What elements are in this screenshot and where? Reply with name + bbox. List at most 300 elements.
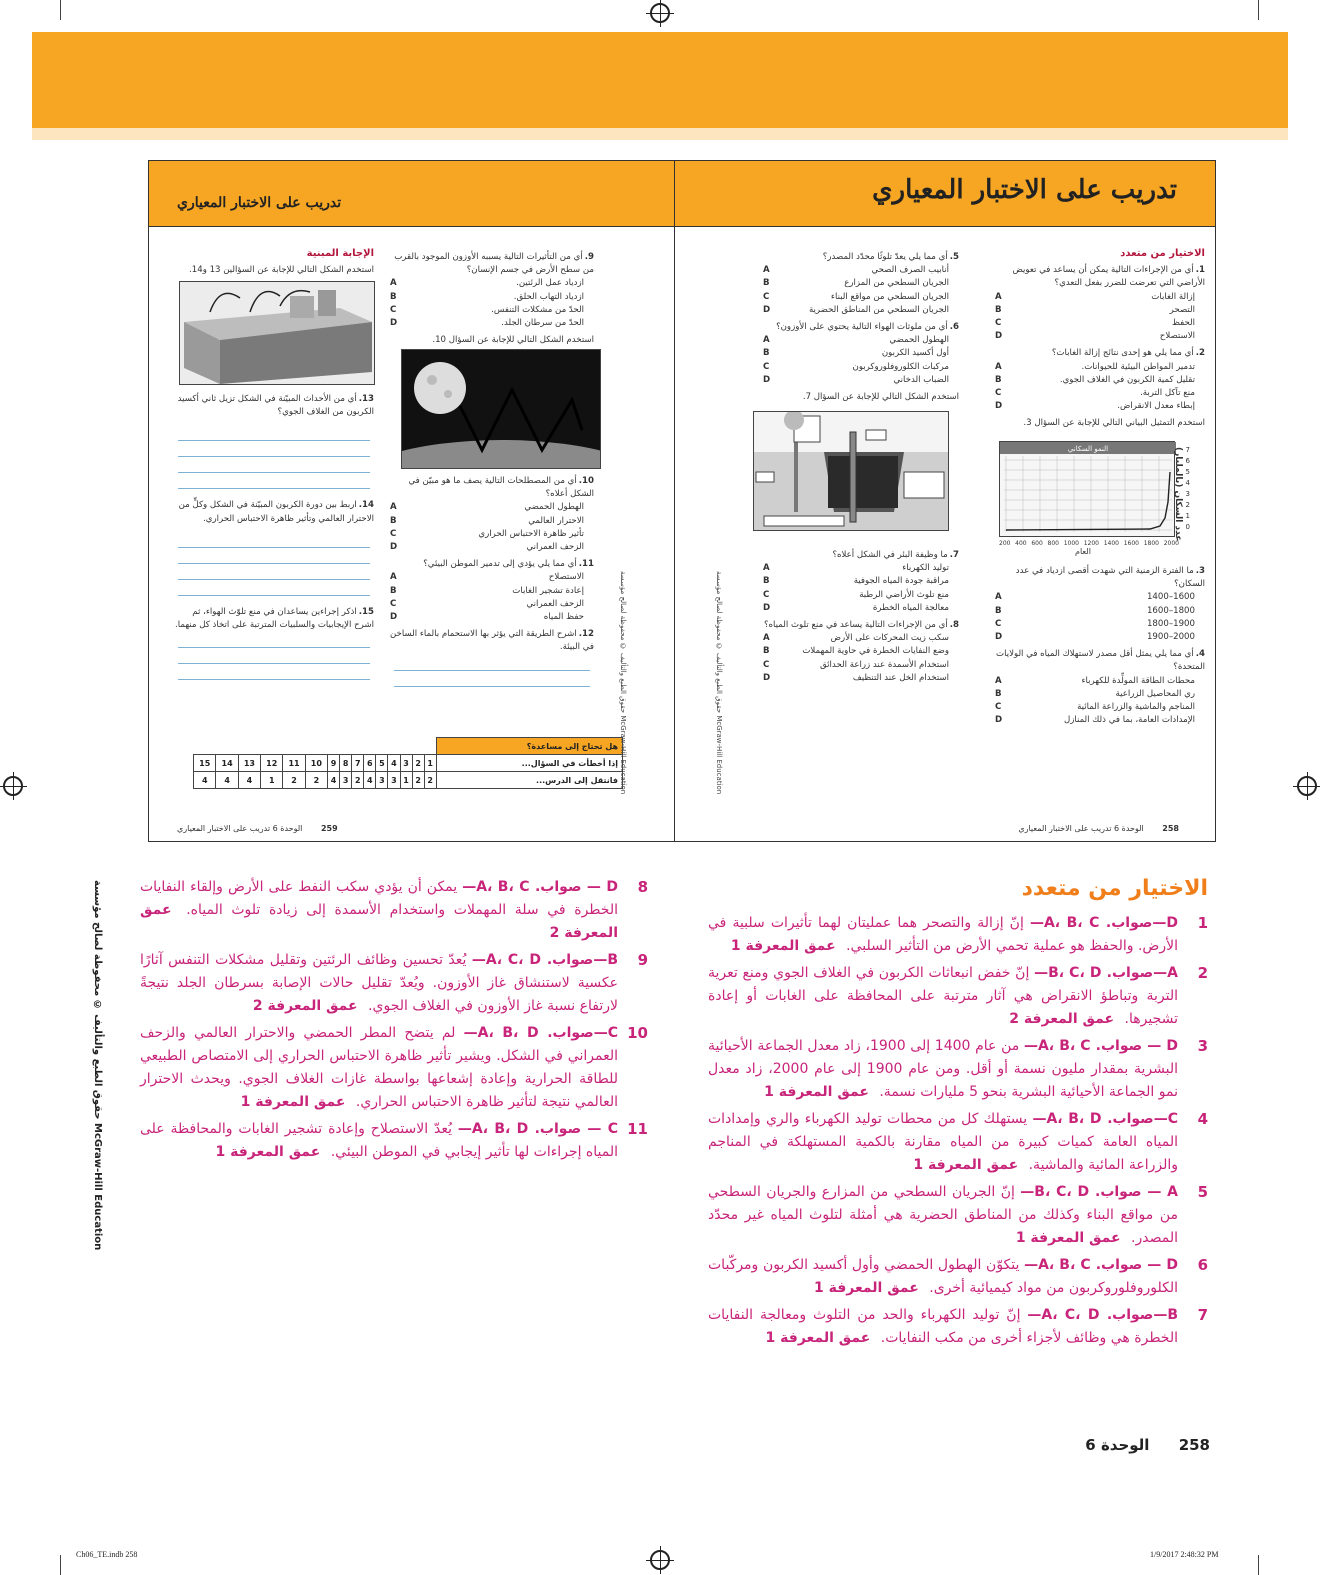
option-letter: A <box>390 502 397 513</box>
page-number: 259 <box>320 824 338 833</box>
answer-option[interactable] <box>995 374 1205 387</box>
copyright-side-note: حقوق الطبع والتأليف © محفوظة لصالح مؤسسة McGraw-Hill Education <box>715 571 723 795</box>
option-letter: C <box>390 304 397 315</box>
option-text: الزحف العمراني <box>526 598 584 609</box>
footer-unit: الوحدة 6 <box>1085 1436 1150 1454</box>
answer-item <box>140 949 648 1018</box>
registration-mark-left <box>3 776 23 796</box>
question-list <box>390 475 594 655</box>
answer-body <box>708 1304 1178 1350</box>
answer-explanation: إنّ خفض انبعاثات الكربون في الغلاف الجوي ومنع تعرية التربة وتباطؤ الانقراض هي آثار مترتبة على المحافظة على الغابات أو إعادة تشجيرها. <box>708 965 1178 1027</box>
page-header <box>675 161 1215 227</box>
answer-item <box>708 1181 1208 1250</box>
answer-item <box>708 1108 1208 1177</box>
question-stem: ما وظيفة البئر في الشكل أعلاه؟ <box>832 550 948 560</box>
answer-body <box>708 1035 1178 1104</box>
page-title: تدريب على الاختبار المعياري <box>177 195 342 211</box>
question-number: 11. <box>578 559 594 570</box>
need-help-table <box>193 737 623 789</box>
answer-option[interactable] <box>390 611 594 624</box>
option-letter: C <box>995 318 1002 329</box>
answer-option[interactable] <box>763 291 959 304</box>
question-number: 2. <box>1195 348 1205 359</box>
option-letter: C <box>995 388 1002 399</box>
option-text: الجريان السطحي من مواقع البناء <box>830 291 949 302</box>
question-stem: اشرح الطريقة التي يؤثر بها الاستحمام بالماء الساخن في البيئة. <box>389 629 594 653</box>
x-tick-label: 400 <box>1015 540 1027 547</box>
answer-body <box>140 1118 618 1164</box>
section-heading: الاختيار من متعدد <box>1120 248 1205 259</box>
question-item <box>763 619 959 685</box>
question-item <box>763 321 959 387</box>
option-text: ري المحاصيل الزراعية <box>1115 688 1195 699</box>
question-number: 5. <box>949 252 959 262</box>
question-item <box>390 558 594 624</box>
answer-option[interactable] <box>763 304 959 317</box>
question-number: 1. <box>1195 265 1205 276</box>
x-tick-label: 1600 <box>1123 540 1139 547</box>
answer-option[interactable] <box>390 571 594 584</box>
question-column-1 <box>174 247 374 277</box>
option-text: الحدّ من مشكلات التنفس. <box>491 304 584 315</box>
answer-explanation: من عام 1400 إلى 1900، زاد معدل الجماعة الأحيائية البشرية بمقدار مليون نسمة أو أقل. ومن عام 1900 إلى عام 2000، زاد معدل نمو الجماعة الأحيائية البشرية بنحو 5 مليارات نسمة. <box>708 1038 1178 1100</box>
question-list <box>763 251 959 387</box>
answer-line <box>178 425 370 441</box>
answer-number: 7 <box>1197 1306 1208 1324</box>
option-letter: B <box>995 688 1002 699</box>
answer-option[interactable] <box>763 632 959 645</box>
figure-intro: استخدم الشكل التالي للإجابة عن السؤالين 13 و14. <box>189 265 374 276</box>
option-letter: C <box>995 702 1002 713</box>
answer-option[interactable] <box>995 701 1205 714</box>
answer-option[interactable] <box>995 304 1205 317</box>
answer-number: 6 <box>1197 1256 1208 1274</box>
option-letter: B <box>390 291 397 302</box>
help-question-cell: 13 <box>238 755 260 772</box>
x-tick-label: 200 <box>999 540 1011 547</box>
answer-key: C—صواب. A، B، D— <box>1032 1111 1178 1127</box>
answer-option[interactable] <box>995 605 1205 618</box>
answer-option[interactable] <box>763 659 959 672</box>
option-letter: B <box>763 278 770 289</box>
question-column-2 <box>763 247 959 404</box>
help-row-lessons <box>194 772 623 789</box>
help-lesson-cell: 2 <box>305 772 327 789</box>
help-lesson-cell: 3 <box>388 772 400 789</box>
answer-body <box>140 876 618 945</box>
question-number: 10. <box>578 476 594 486</box>
population-curve <box>1006 472 1170 530</box>
question-number: 8. <box>949 620 959 631</box>
help-lesson-cell: 2 <box>283 772 305 789</box>
student-page-258 <box>675 161 1215 841</box>
question-text <box>763 251 959 264</box>
help-lesson-cell: 4 <box>328 772 340 789</box>
option-text: معالجة المياه الخطرة <box>872 602 949 613</box>
help-question-cell: 9 <box>328 755 340 772</box>
option-text: مراقبة جودة المياه الجوفية <box>853 576 949 587</box>
answer-line <box>178 548 370 564</box>
help-lesson-cell: 2 <box>424 772 436 789</box>
answer-line <box>178 580 370 596</box>
footer-text: الوحدة 6 تدريب على الاختبار المعياري <box>177 824 303 833</box>
option-text: ازدياد التهاب الحلق. <box>513 291 584 302</box>
answer-option[interactable] <box>763 374 959 387</box>
option-text: تأثير ظاهرة الاحتباس الحراري <box>478 528 584 539</box>
answer-option[interactable] <box>995 361 1205 374</box>
answer-number: 9 <box>637 951 648 969</box>
page-title: تدريب على الاختبار المعياري <box>872 175 1177 205</box>
answer-number: 1 <box>1197 914 1208 932</box>
question-stem: أي من ملوثات الهواء التالية يحتوي على الأوزون؟ <box>776 322 948 333</box>
question-text <box>390 251 594 277</box>
page-footer <box>1085 1436 1210 1454</box>
page-footer <box>1018 824 1179 833</box>
question-text <box>995 648 1205 674</box>
option-text: الاحترار العالمي <box>528 515 584 526</box>
crop-mark <box>60 0 61 20</box>
question-number: 6. <box>949 322 959 333</box>
answer-line <box>178 441 370 457</box>
question-list <box>995 264 1205 413</box>
option-letter: C <box>763 589 770 600</box>
question-column-2b <box>390 471 594 687</box>
option-letter: D <box>390 612 398 623</box>
help-lesson-cell: 4 <box>364 772 376 789</box>
section-heading: الإجابة المبنية <box>306 248 374 259</box>
question-14: 14.اربط بين دورة الكربون المبيّنة في الشكل وكلٍّ من الاحترار العالمي وتأثير ظاهرة الاحتباس الحراري. <box>178 500 374 524</box>
question-stem: أي مما يلي هو إحدى نتائج إزالة الغابات؟ <box>1051 348 1194 359</box>
option-text: وضع النفايات الخطرة في حاوية المهملات <box>802 646 949 657</box>
answer-option[interactable] <box>763 277 959 290</box>
answer-option[interactable] <box>763 575 959 588</box>
option-letter: C <box>390 528 397 539</box>
question-text <box>390 628 594 654</box>
answer-item <box>140 876 648 945</box>
depth-of-knowledge: عمق المعرفة 2 <box>140 902 618 941</box>
help-row-label: إذا أخطأت في السؤال... <box>436 755 622 772</box>
answer-key: D — صواب. A، B، C— <box>1023 1038 1178 1054</box>
figure-intro: استخدم الشكل التالي للإجابة عن السؤال 10. <box>432 335 594 346</box>
answer-option[interactable] <box>763 645 959 658</box>
option-letter: B <box>995 374 1002 385</box>
answer-option[interactable] <box>995 714 1205 727</box>
help-question-cell: 15 <box>194 755 216 772</box>
option-letter: A <box>995 361 1002 372</box>
landfill-diagram <box>754 412 949 531</box>
depth-of-knowledge: عمق المعرفة 1 <box>730 938 836 954</box>
help-question-cell: 3 <box>400 755 412 772</box>
option-text: أنابيب الصرف الصحي <box>871 265 949 276</box>
option-letter: D <box>390 542 398 553</box>
option-text: تدمير المواطن البيئية للحيوانات. <box>1081 361 1195 372</box>
answer-option[interactable] <box>390 277 594 290</box>
option-letter: B <box>995 304 1002 315</box>
x-tick-label: 1400 <box>1103 540 1119 547</box>
question-column-1b <box>995 561 1205 727</box>
x-tick-label: 600 <box>1031 540 1043 547</box>
answer-line <box>178 648 370 664</box>
question-column-2b <box>763 545 959 685</box>
y-tick-label: 2 <box>1185 501 1190 509</box>
graph-title: النمو السكاني <box>1067 445 1109 453</box>
answer-body <box>708 1108 1178 1177</box>
help-table-header: هل تحتاج إلى مساعدة؟ <box>436 738 622 755</box>
answer-line <box>178 632 370 648</box>
question-number: 12. <box>578 629 594 640</box>
graph-x-label: العام <box>1075 547 1091 556</box>
answer-option[interactable] <box>995 688 1205 701</box>
answer-option[interactable] <box>763 589 959 602</box>
population-graph-svg <box>1000 442 1176 538</box>
answer-line <box>178 532 370 548</box>
answer-option[interactable] <box>390 541 594 554</box>
answer-body <box>708 1181 1178 1250</box>
option-letter: A <box>763 335 770 346</box>
option-text: الجريان السطحي من المزارع <box>844 278 949 289</box>
option-text: استخدام الأسمدة عند زراعة الحدائق <box>819 659 949 670</box>
answer-option[interactable] <box>390 291 594 304</box>
answer-body <box>140 949 618 1018</box>
option-text: إعادة تشجير الغابات <box>512 585 584 596</box>
question-stem: ما الفترة الزمنية التي شهدت أقصى ازدياد في عدد السكان؟ <box>1015 566 1205 590</box>
answer-option[interactable] <box>390 515 594 528</box>
option-letter: D <box>995 632 1003 643</box>
option-text: التصحر <box>1169 304 1195 315</box>
figure-intro: استخدم الشكل التالي للإجابة عن السؤال 7. <box>802 392 959 403</box>
answer-option[interactable] <box>995 317 1205 330</box>
option-letter: D <box>763 672 771 683</box>
answer-explanation: إنّ الجريان السطحي من المزارع والجريان السطحي من مواقع البناء وكذلك من المناطق الحضرية هي أمثلة لتلوث المياه غير محدّد المصدر. <box>708 1184 1178 1246</box>
option-text: منع تلوث الأراضي الرطبة <box>859 589 949 600</box>
question-column-1 <box>995 247 1205 431</box>
help-question-cell: 10 <box>305 755 327 772</box>
option-letter: C <box>763 361 770 372</box>
page-number: 258 <box>1162 824 1179 833</box>
question-item <box>995 347 1205 413</box>
answer-item <box>708 962 1208 1031</box>
answer-option[interactable] <box>763 347 959 360</box>
answers-column-left <box>140 876 648 1168</box>
answer-option[interactable] <box>995 330 1205 343</box>
student-edition-spread <box>148 160 1216 842</box>
option-text: منع تآكل التربة. <box>1140 388 1195 399</box>
option-text: الاستصلاح <box>548 572 584 583</box>
question-item <box>995 565 1205 644</box>
student-page-259 <box>149 161 675 841</box>
answer-option[interactable] <box>995 618 1205 631</box>
option-letter: D <box>763 602 771 613</box>
help-lesson-cell: 3 <box>376 772 388 789</box>
option-letter: A <box>995 291 1002 302</box>
answer-explanation: يستهلك كل من محطات توليد الكهرباء والري وإمدادات المياه العامة كميات كبيرة من المياه مقارنة بالكمية المستهلكة في المناجم والزراعة المائية والماشية. <box>708 1111 1178 1173</box>
option-text: أول أكسيد الكربون <box>881 348 949 359</box>
option-letter: A <box>390 572 397 583</box>
option-letter: A <box>763 265 770 276</box>
question-column-2 <box>390 247 594 347</box>
answer-line <box>178 457 370 473</box>
answer-option[interactable] <box>390 501 594 514</box>
answer-option[interactable] <box>995 400 1205 413</box>
option-letter: A <box>763 633 770 644</box>
answer-key: C — صواب. A، B، D— <box>457 1121 618 1137</box>
depth-of-knowledge: عمق المعرفة 1 <box>1015 1230 1121 1246</box>
option-letter: D <box>763 374 771 385</box>
depth-of-knowledge: عمق المعرفة 1 <box>215 1144 321 1160</box>
answer-item <box>708 912 1208 958</box>
answer-option[interactable] <box>763 361 959 374</box>
option-text: 1600–1400 <box>1146 592 1195 603</box>
help-row-questions <box>194 755 623 772</box>
question-13: 13.أي من الأحداث المبيّنة في الشكل تزيل ثاني أكسيد الكربون من الغلاف الجوي؟ <box>177 394 374 418</box>
option-letter: B <box>390 515 397 526</box>
answer-option[interactable] <box>390 528 594 541</box>
carbon-cycle-figure <box>179 281 375 385</box>
answer-line <box>394 671 590 687</box>
answer-key: D — صواب. A، B، C— <box>462 879 618 895</box>
answer-body <box>140 1022 618 1114</box>
answer-line <box>178 664 370 680</box>
crop-mark <box>1258 0 1259 20</box>
graph-intro: استخدم التمثيل البياني التالي للإجابة عن السؤال 3. <box>1023 418 1205 429</box>
question-text <box>763 549 959 562</box>
answers-column-right <box>708 912 1208 1354</box>
answer-number: 2 <box>1197 964 1208 982</box>
x-tick-label: 1200 <box>1083 540 1099 547</box>
option-text: المناجم والماشية والزراعة المائية <box>1077 702 1195 713</box>
x-tick-label: 800 <box>1047 540 1059 547</box>
side-copyright-vertical: حقوق الطبع والتأليف © محفوظة لصالح مؤسسة McGraw-Hill Education <box>92 880 103 1251</box>
question-stem: أي من التأثيرات التالية يسببه الأوزون الموجود بالقرب من سطح الأرض في جسم الإنسان؟ <box>394 252 594 276</box>
question-stem: أي مما يلي يعدّ تلوثًا محدّد المصدر؟ <box>822 252 948 262</box>
carbon-cycle-diagram <box>180 282 375 385</box>
copyright-side-note: حقوق الطبع والتأليف © محفوظة لصالح مؤسسة McGraw-Hill Education <box>619 571 627 795</box>
option-letter: B <box>763 348 770 359</box>
option-letter: A <box>763 563 770 574</box>
option-letter: D <box>390 318 398 329</box>
answer-key: B—صواب. A، C، D— <box>471 952 618 968</box>
answer-explanation: إنّ توليد الكهرباء والحد من التلوث ومعالجة النفايات الخطرة هي وظائف لأجزاء أخرى من مكب النفايات. <box>708 1307 1178 1346</box>
print-slug-left: Ch06_TE.indb 258 <box>76 1550 138 1559</box>
option-letter: A <box>995 592 1002 603</box>
option-letter: D <box>995 401 1003 412</box>
option-text: سكب زيت المحركات على الأرض <box>830 633 949 644</box>
option-text: توليد الكهرباء <box>902 563 949 574</box>
option-letter: C <box>763 291 770 302</box>
help-lesson-cell: 2 <box>412 772 424 789</box>
page-footer <box>177 824 338 833</box>
answer-key: D — صواب. A، B، C— <box>1024 1257 1178 1273</box>
help-question-cell: 5 <box>376 755 388 772</box>
answer-item <box>708 1254 1208 1300</box>
help-lesson-cell: 2 <box>352 772 364 789</box>
question-text <box>763 619 959 632</box>
question-item <box>995 648 1205 727</box>
answer-option[interactable] <box>995 291 1205 304</box>
answer-key: B—صواب. A، C، D— <box>1027 1307 1178 1323</box>
question-stem: أي مما يلي يؤدي إلى تدمير الموطن البيئي؟ <box>423 559 577 570</box>
crop-mark <box>1258 1555 1259 1575</box>
help-question-cell: 1 <box>424 755 436 772</box>
option-letter: C <box>390 598 397 609</box>
answer-explanation: إنّ إزالة والتصحر هما عمليتان لهما تأثيرات سلبية في الأرض. والحفظ هو عملية تحمي الأرض من التأثير السلبي. <box>708 915 1178 954</box>
help-question-cell: 8 <box>340 755 352 772</box>
question-15: 15.اذكر إجراءين يساعدان في منع تلوّث الهواء، ثم اشرح الإيجابيات والسلبيات المترتبة على اتخاذ كل منهما. <box>175 606 374 631</box>
answer-option[interactable] <box>763 334 959 347</box>
print-slug-right: 1/9/2017 2:48:32 PM <box>1150 1550 1219 1559</box>
help-question-cell: 6 <box>364 755 376 772</box>
answer-option[interactable] <box>995 631 1205 644</box>
answer-option[interactable] <box>390 317 594 330</box>
y-tick-label: 4 <box>1185 479 1190 487</box>
answer-option[interactable] <box>390 598 594 611</box>
crop-mark <box>60 1555 61 1575</box>
answer-number: 4 <box>1197 1110 1208 1128</box>
answer-option[interactable] <box>390 585 594 598</box>
depth-of-knowledge: عمق المعرفة 1 <box>765 1330 871 1346</box>
option-letter: D <box>995 331 1003 342</box>
answer-body <box>708 962 1178 1031</box>
registration-mark-right <box>1297 776 1317 796</box>
question-item <box>390 251 594 330</box>
question-stem: أي من الإجراءات التالية يمكن أن يساعد في تعويض الأراضي التي تعرضت للضرر بفعل التعدي؟ <box>1012 265 1205 289</box>
question-number: 9. <box>584 252 594 262</box>
y-tick-label: 0 <box>1185 523 1190 531</box>
help-question-cell: 2 <box>412 755 424 772</box>
option-text: استخدام الخل عند التنظيف <box>852 672 949 683</box>
answer-item <box>708 1035 1208 1104</box>
option-letter: D <box>995 715 1003 726</box>
option-text: الاستصلاح <box>1159 331 1195 342</box>
question-list <box>390 251 594 330</box>
footer-text: الوحدة 6 تدريب على الاختبار المعياري <box>1018 824 1144 833</box>
depth-of-knowledge: عمق المعرفة 2 <box>252 998 358 1014</box>
answer-number: 10 <box>627 1024 648 1042</box>
option-text: ازدياد عمل الرئتين. <box>516 278 584 289</box>
header-banner-strip <box>32 128 1288 140</box>
question-item <box>390 628 594 654</box>
answer-number: 11 <box>627 1120 648 1138</box>
answer-number: 5 <box>1197 1183 1208 1201</box>
answer-number: 3 <box>1197 1037 1208 1055</box>
answer-number: 8 <box>637 878 648 896</box>
answer-option[interactable] <box>995 387 1205 400</box>
page-header <box>149 161 674 227</box>
answer-explanation: يُعدّ الاستصلاح وإعادة تشجير الغابات والمحافظة على المياه إجراءات لها تأثير إيجابي في الموطن البيئي. <box>140 1121 618 1160</box>
question-number: 7. <box>949 550 959 560</box>
option-letter: B <box>763 576 770 587</box>
answer-option[interactable] <box>995 591 1205 604</box>
answer-option[interactable] <box>763 602 959 615</box>
answer-option[interactable] <box>763 672 959 685</box>
answer-option[interactable] <box>763 562 959 575</box>
option-text: الهطول الحمضي <box>524 502 584 513</box>
answer-option[interactable] <box>390 304 594 317</box>
graph-y-axis-label: عدد السكان (بالمليار) <box>1173 447 1184 542</box>
option-text: تقليل كمية الكربون في الغلاف الجوي. <box>1059 374 1195 385</box>
question-stem: أي من الإجراءات التالية يساعد في منع تلوث المياه؟ <box>763 620 948 631</box>
question-item <box>390 475 594 554</box>
answer-option[interactable] <box>763 264 959 277</box>
landfill-figure <box>753 411 949 531</box>
question-list <box>995 565 1205 727</box>
option-letter: B <box>390 585 397 596</box>
x-tick-label: 1000 <box>1063 540 1079 547</box>
answer-option[interactable] <box>995 675 1205 688</box>
help-lesson-cell: 1 <box>400 772 412 789</box>
option-text: 1900–1800 <box>1146 618 1195 629</box>
option-letter: B <box>763 646 770 657</box>
